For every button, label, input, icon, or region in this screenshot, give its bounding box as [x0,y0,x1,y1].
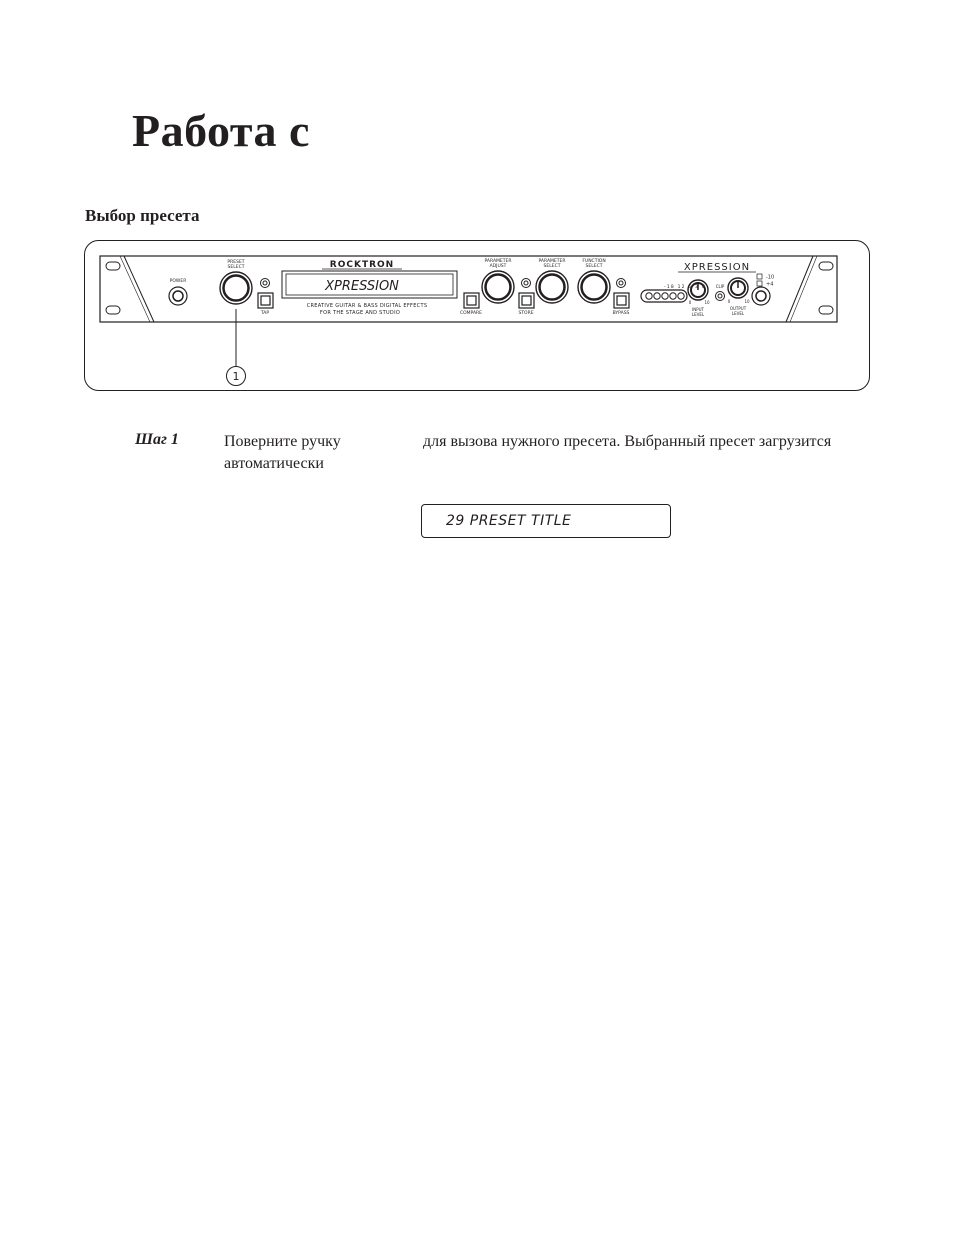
preset-select-label-1: PRESET [227,260,245,265]
left-ear-line [124,256,154,322]
output-jack[interactable] [752,287,770,305]
switch-plus4-label: +4 [766,281,774,288]
clip-led [716,292,725,301]
display-text: XPRESSION [325,279,399,294]
preset-select-knob[interactable] [220,272,252,304]
output-jack-inner [756,291,766,301]
rack-unit-svg [84,240,870,392]
step-label: Шаг 1 [135,431,179,448]
switch-plus4-indicator [757,281,762,286]
right-ear-line [786,256,813,322]
store-button[interactable] [519,293,534,308]
clip-led-inner [718,294,722,298]
tagline-line1: CREATIVE GUITAR & BASS DIGITAL EFFECTS [306,303,428,309]
bypass-button-inner [617,296,626,305]
compare-button[interactable] [464,293,479,308]
switch-minus10-label: -10 [766,274,775,281]
meter-led [654,293,660,299]
bypass-label: BYPASS [612,311,630,316]
tagline-line2: FOR THE STAGE AND STUDIO [319,310,401,316]
model-logo: XPRESSION [683,262,751,273]
function-select-label-2: SELECT [585,264,603,269]
mount-slot-br [819,306,833,314]
function-select-knob[interactable] [578,271,610,303]
parameter-adjust-knob[interactable] [482,271,514,303]
meter-scale: -18 12 6 3 C [664,285,707,290]
store-led-inner [524,281,528,285]
parameter-select-knob-inner [540,275,565,300]
left-ear-line-2 [120,256,150,322]
bypass-button[interactable] [614,293,629,308]
lcd-readout-box [421,504,671,538]
brand-logo: ROCKTRON [329,260,395,270]
switch-minus10-indicator [757,274,762,279]
meter-led [646,293,652,299]
bypass-led [617,279,626,288]
bypass-led-inner [619,281,623,285]
input-level-max: 10 [704,300,710,305]
compare-label: COMPARE [459,311,483,316]
clip-label: CLIP [715,284,725,289]
power-label: POWER [169,279,187,284]
page-title: Работа с [132,105,310,156]
output-level-min: 0 [727,299,731,304]
param-adjust-label-1: PARAMETER [484,259,512,264]
param-adjust-label-2: ADJUST [489,264,507,269]
tap-led [261,279,270,288]
lcd-readout-text: 29 PRESET TITLE [446,513,572,529]
compare-button-inner [467,296,476,305]
rack-unit-illustration [84,240,870,392]
tap-led-inner [263,281,267,285]
tap-button-inner [261,296,270,305]
meter-led [662,293,668,299]
output-level-label-2: LEVEL [731,311,745,316]
callout-number: 1 [232,370,240,383]
input-level-label-2: LEVEL [691,312,705,317]
output-level-label-1: OUTPUT [729,306,747,311]
output-level-max: 10 [744,299,750,304]
tap-label: TAP [260,311,270,316]
mount-slot-tr [819,262,833,270]
step-text-part1: Поверните ручку автоматически [224,433,341,472]
section-heading: Выбор пресета [85,206,200,225]
preset-select-knob-inner [224,276,249,301]
function-select-label-1: FUNCTION [582,259,606,264]
store-button-inner [522,296,531,305]
input-level-min: 0 [688,300,692,305]
function-select-knob-inner [582,275,607,300]
mount-slot-bl [106,306,120,314]
tap-button[interactable] [258,293,273,308]
input-level-label-1: INPUT [692,307,704,312]
param-select-label-1: PARAMETER [538,259,566,264]
level-meter [641,290,687,302]
store-label: STORE [518,311,534,316]
parameter-select-knob[interactable] [536,271,568,303]
meter-led [678,293,684,299]
preset-select-label-2: SELECT [227,265,245,270]
right-ear-line-2 [790,256,817,322]
power-button-inner [173,291,183,301]
parameter-adjust-knob-inner [486,275,511,300]
store-led [522,279,531,288]
step-text-part2: для вызова нужного пресета. Выбранный пресет загрузится [423,433,832,450]
mount-slot-tl [106,262,120,270]
meter-led [670,293,676,299]
param-select-label-2: SELECT [543,264,561,269]
power-button[interactable] [169,287,187,305]
